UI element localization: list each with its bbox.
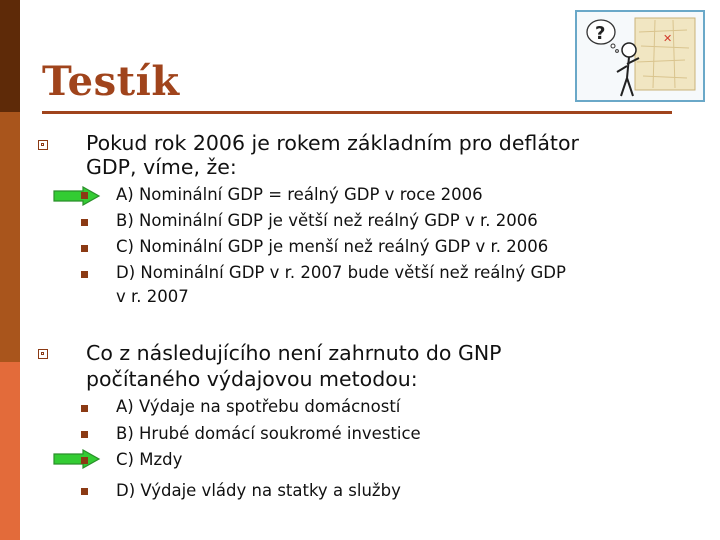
question2-bullet [38, 349, 48, 359]
left-accent-bar [0, 0, 20, 540]
question1-option-d-bullet [81, 271, 88, 278]
question2-line2: počítaného výdajovou metodou: [86, 367, 418, 391]
question1-bullet [38, 140, 48, 150]
green-arrow-icon [53, 449, 101, 469]
question1-option-b: B) Nominální GDP je větší než reálný GDP v r. 2006 [116, 211, 538, 230]
question2-option-a: A) Výdaje na spotřebu domácností [116, 397, 401, 416]
question2-option-a-bullet [81, 405, 88, 412]
question1-option-a-bullet [81, 192, 88, 199]
left-bar-bottom-segment [0, 362, 20, 540]
question2-option-d: D) Výdaje vlády na statky a služby [116, 481, 401, 500]
question2-line1: Co z následujícího není zahrnuto do GNP [86, 341, 502, 365]
question-man-clipart-icon [575, 10, 705, 102]
question1-option-c: C) Nominální GDP je menší než reálný GDP v r. 2006 [116, 237, 549, 256]
green-arrow-icon [53, 186, 101, 206]
question2-option-d-bullet [81, 488, 88, 495]
question2-option-b-bullet [81, 431, 88, 438]
question1-option-d-line2: v r. 2007 [116, 287, 189, 306]
left-bar-middle-segment [0, 112, 20, 362]
question1-line2: GDP, víme, že: [86, 155, 237, 179]
question1-option-d: D) Nominální GDP v r. 2007 bude větší než reálný GDP [116, 263, 566, 282]
svg-text:✕: ✕ [663, 32, 673, 45]
svg-text:?: ? [595, 23, 606, 44]
question2-option-b: B) Hrubé domácí soukromé investice [116, 424, 421, 443]
question1-option-b-bullet [81, 219, 88, 226]
question1-option-a: A) Nominální GDP = reálný GDP v roce 2006 [116, 185, 483, 204]
left-bar-top-segment [0, 0, 20, 112]
question2-option-c: C) Mzdy [116, 450, 183, 469]
question2-option-c-bullet [81, 457, 88, 464]
slide-title: Testík [42, 58, 180, 105]
question1-option-c-bullet [81, 245, 88, 252]
title-underline [42, 111, 672, 114]
question1-line1: Pokud rok 2006 je rokem základním pro deflátor [86, 131, 579, 155]
